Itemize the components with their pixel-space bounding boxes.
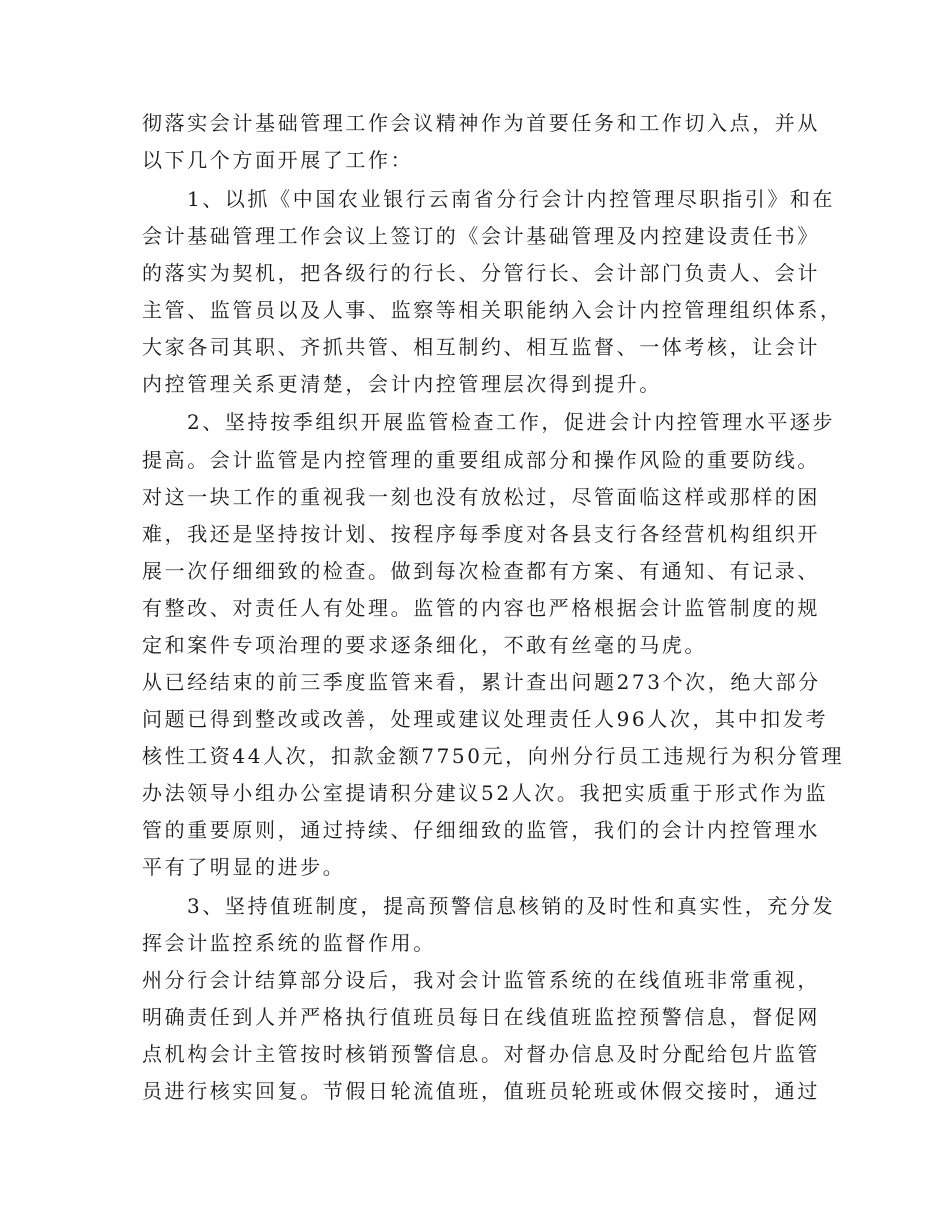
text-line: 定和案件专项治理的要求逐条细化，不敢有丝毫的马虎。 <box>142 633 707 657</box>
text-line: 难，我还是坚持按计划、按程序每季度对各县支行各经营机构组织开 <box>142 522 820 546</box>
text-line: 核性工资44人次，扣款金额7750元，向州分行员工违规行为积分管理 <box>142 744 845 768</box>
text-line: 以下几个方面开展了工作： <box>142 148 414 172</box>
paragraph-line: 州分行会计结算部分设后，我对会计监管系统的在线值班非常重视， <box>142 968 820 992</box>
text-line: 的落实为契机，把各级行的行长、分管行长、会计部门负责人、会计 <box>142 261 820 285</box>
text-line: 内控管理关系更清楚，会计内控管理层次得到提升。 <box>142 372 662 396</box>
text-line: 挥会计监控系统的监督作用。 <box>142 931 436 955</box>
paragraph-2-start: 2、坚持按季组织开展监管检查工作，促进会计内控管理水平逐步 <box>187 410 836 434</box>
text-line: 员进行核实回复。节假日轮流值班，值班员轮班或休假交接时，通过 <box>142 1079 820 1103</box>
text-line: 主管、监管员以及人事、监察等相关职能纳入会计内控管理组织体系， <box>142 298 843 322</box>
text-line: 展一次仔细细致的检查。做到每次检查都有方案、有通知、有记录、 <box>142 559 820 583</box>
text-line: 提高。会计监管是内控管理的重要组成部分和操作风险的重要防线。 <box>142 448 820 472</box>
paragraph-3-start: 3、坚持值班制度，提高预警信息核销的及时性和真实性，充分发 <box>187 894 836 918</box>
text-line: 对这一块工作的重视我一刻也没有放松过，尽管面临这样或那样的困 <box>142 485 820 509</box>
text-line: 管的重要原则，通过持续、仔细细致的监管，我们的会计内控管理水 <box>142 818 820 842</box>
paragraph-1-start: 1、以抓《中国农业银行云南省分行会计内控管理尽职指引》和在 <box>187 187 836 211</box>
text-line: 大家各司其职、齐抓共管、相互制约、相互监督、一体考核，让会计 <box>142 335 820 359</box>
text-line: 办法领导小组办公室提请积分建议52人次。我把实质重于形式作为监 <box>142 781 829 805</box>
text-line: 有整改、对责任人有处理。监管的内容也严格根据会计监管制度的规 <box>142 596 820 620</box>
text-line: 问题已得到整改或改善，处理或建议处理责任人96人次，其中扣发考 <box>142 707 829 731</box>
text-line: 明确责任到人并严格执行值班员每日在线值班监控预警信息，督促网 <box>142 1005 820 1029</box>
text-line: 会计基础管理工作会议上签订的《会计基础管理及内控建设责任书》 <box>142 224 820 248</box>
text-line: 彻落实会计基础管理工作会议精神作为首要任务和工作切入点，并从 <box>142 111 820 135</box>
text-line: 点机构会计主管按时核销预警信息。对督办信息及时分配给包片监管 <box>142 1042 820 1066</box>
paragraph-line: 从已经结束的前三季度监管来看，累计查出问题273个次，绝大部分 <box>142 670 821 694</box>
text-line: 平有了明显的进步。 <box>142 855 346 879</box>
